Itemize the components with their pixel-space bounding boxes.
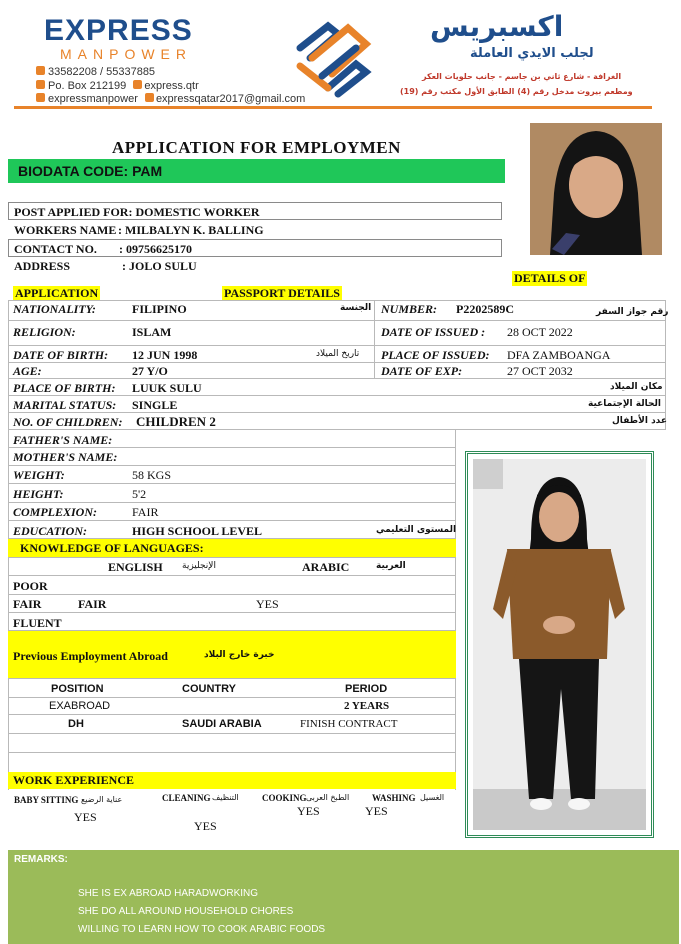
col-period: PERIOD (345, 683, 388, 695)
marital-ar: الحالة الإجتماعية (588, 399, 661, 409)
height-value: 5'2 (132, 487, 147, 501)
col-position: POSITION (51, 683, 104, 695)
expiry-value: 27 OCT 2032 (507, 364, 573, 378)
full-body-photo (473, 459, 646, 830)
pob-label: PLACE OF BIRTH: (13, 381, 116, 395)
skill-washing-ar: الغسيل (420, 793, 445, 802)
header-rule (14, 106, 652, 109)
passport-number-value: P2202589C (456, 302, 514, 316)
lower-table (8, 430, 456, 790)
remarks-panel (8, 850, 679, 944)
full-body-photo-frame (465, 451, 654, 838)
skill-baby-ar: عناية الرضيع (81, 795, 123, 804)
skill-washing-value: YES (365, 804, 388, 818)
emp-row-2-period: FINISH CONTRACT (300, 718, 398, 730)
page-title: APPLICATION FOR EMPLOYMEN (112, 138, 401, 157)
children-value: CHILDREN 2 (136, 414, 216, 429)
poor-label: POOR (13, 579, 48, 593)
remark-line-2: SHE DO ALL AROUND HOUSEHOLD CHORES (78, 906, 294, 917)
post-applied: POST APPLIED FOR: DOMESTIC WORKER (14, 205, 260, 219)
expiry-label: DATE OF EXP: (381, 364, 463, 378)
education-label: EDUCATION: (13, 524, 88, 538)
passport-photo (530, 123, 662, 255)
nationality-ar: الجنسة (340, 303, 372, 313)
contact-social: expressmanpower expressqatar2017@gmail.com (36, 93, 305, 105)
biodata-code: BIODATA CODE: PAM (8, 159, 505, 183)
pob-value: LUUK SULU (132, 381, 202, 395)
application-label: APPLICATION (15, 286, 99, 300)
remarks-label: REMARKS: (14, 854, 68, 865)
issued-place-value: DFA ZAMBOANGA (507, 348, 611, 362)
arabic-ar: العربية (376, 561, 406, 571)
children-label: NO. OF CHILDREN: (13, 415, 123, 429)
skill-cooking-value: YES (297, 804, 320, 818)
employment-heading: Previous Employment Abroad (13, 649, 168, 663)
religion-value: ISLAM (132, 325, 172, 339)
weight-label: WEIGHT: (13, 468, 65, 482)
skill-cleaning-ar: التنظيف (212, 793, 239, 802)
dob-label: DATE OF BIRTH: (13, 348, 109, 362)
contact-value: : 09756625170 (119, 242, 192, 256)
contact-pobox: Po. Box 212199 express.qtr (36, 80, 199, 92)
children-ar: عدد الأطفال (612, 416, 668, 426)
age-value: 27 Y/O (132, 364, 168, 378)
skill-washing: WASHING (372, 793, 416, 803)
phone-icon (36, 66, 45, 75)
skill-cleaning: CLEANING (162, 793, 211, 803)
letterhead (0, 0, 681, 112)
fair-label: FAIR (13, 597, 42, 611)
education-value: HIGH SCHOOL LEVEL (132, 524, 263, 538)
remark-line-1: SHE IS EX ABROAD HARADWORKING (78, 888, 259, 899)
skill-cooking-ar: الطبخ العربى (306, 793, 350, 802)
knot-logo-icon (292, 18, 374, 98)
marital-value: SINGLE (132, 398, 178, 412)
dob-ar: تاريخ الميلاد (316, 349, 360, 359)
address-value: : JOLO SULU (122, 259, 197, 273)
contact-row (8, 239, 502, 257)
height-label: HEIGHT: (13, 487, 64, 501)
emp-row-1-period: 2 YEARS (344, 700, 390, 712)
arabic-brand: اكسبريس (430, 10, 564, 43)
emp-row-1-position: EXABROAD (49, 700, 111, 712)
passport-details-label: PASSPORT DETAILS (224, 286, 340, 300)
skill-baby: BABY SITTING (14, 795, 79, 805)
complexion-value: FAIR (132, 505, 159, 519)
english-level: FAIR (78, 597, 107, 611)
english-label: ENGLISH (108, 560, 163, 574)
fluent-label: FLUENT (13, 616, 62, 630)
email-icon (145, 93, 154, 102)
passport-number-ar: رقم جواز السفر (596, 307, 669, 317)
col-country: COUNTRY (182, 683, 236, 695)
nationality-value: FILIPINO (132, 302, 187, 316)
nationality-label: NATIONALITY: (13, 302, 96, 316)
issued-date-value: 28 OCT 2022 (507, 325, 573, 339)
contact-phones: 33582208 / 55337885 (36, 66, 155, 78)
work-experience-heading: WORK EXPERIENCE (8, 772, 456, 789)
skill-cooking: COOKING (262, 793, 307, 803)
employment-heading-ar: خبرة خارج البلاد (204, 650, 275, 660)
workers-name-label: WORKERS NAME (14, 223, 117, 237)
emp-row-2-country: SAUDI ARABIA (182, 718, 262, 730)
arabic-level: YES (256, 597, 279, 611)
mail-icon (36, 80, 45, 89)
address-label: ADDRESS (14, 259, 71, 273)
arabic-brand-sub: لجلب الايدي العاملة (470, 46, 594, 61)
instagram-icon (36, 93, 45, 102)
arabic-address-1: الغرافة - شارع ثاني بن جاسم - جانب حلويات العكر (422, 72, 622, 81)
english-ar: الإنجليزية (182, 561, 216, 571)
arabic-label: ARABIC (302, 560, 350, 574)
dob-value: 12 JUN 1998 (132, 348, 198, 362)
logo-express: EXPRESS (44, 14, 193, 47)
marital-label: MARITAL STATUS: (13, 398, 117, 412)
issued-place-label: PLACE OF ISSUED: (381, 348, 490, 362)
arabic-address-2: ومطعم بيروت مدخل رقم (4) الطابق الأول مكتب رقم (19) (400, 87, 633, 96)
post-applied-row (8, 202, 502, 220)
languages-heading: KNOWLEDGE OF LANGUAGES: (8, 539, 456, 557)
age-label: AGE: (13, 364, 42, 378)
complexion-label: COMPLEXION: (13, 505, 98, 519)
issued-date-label: DATE OF ISSUED : (381, 325, 486, 339)
passport-number-label: NUMBER: (381, 302, 438, 316)
education-ar: المستوى التعليمي (376, 525, 457, 535)
logo-manpower: MANPOWER (60, 46, 192, 62)
skill-cleaning-value: YES (194, 819, 217, 833)
facebook-icon (133, 80, 142, 89)
skill-baby-value: YES (74, 810, 97, 824)
remark-line-3: WILLING TO LEARN HOW TO COOK ARABIC FOODS (78, 924, 326, 935)
details-of-label: DETAILS OF (514, 271, 586, 285)
employment-heading-bar (8, 631, 456, 678)
weight-value: 58 KGS (132, 468, 172, 482)
contact-label: CONTACT NO. (14, 242, 97, 256)
pob-ar: مكان الميلاد (610, 382, 663, 392)
emp-row-2-position: DH (68, 718, 84, 730)
religion-label: RELIGION: (13, 325, 76, 339)
mother-label: MOTHER'S NAME: (13, 450, 118, 464)
father-label: FATHER'S NAME: (13, 433, 113, 447)
workers-name-value: : MILBALYN K. BALLING (118, 223, 264, 237)
